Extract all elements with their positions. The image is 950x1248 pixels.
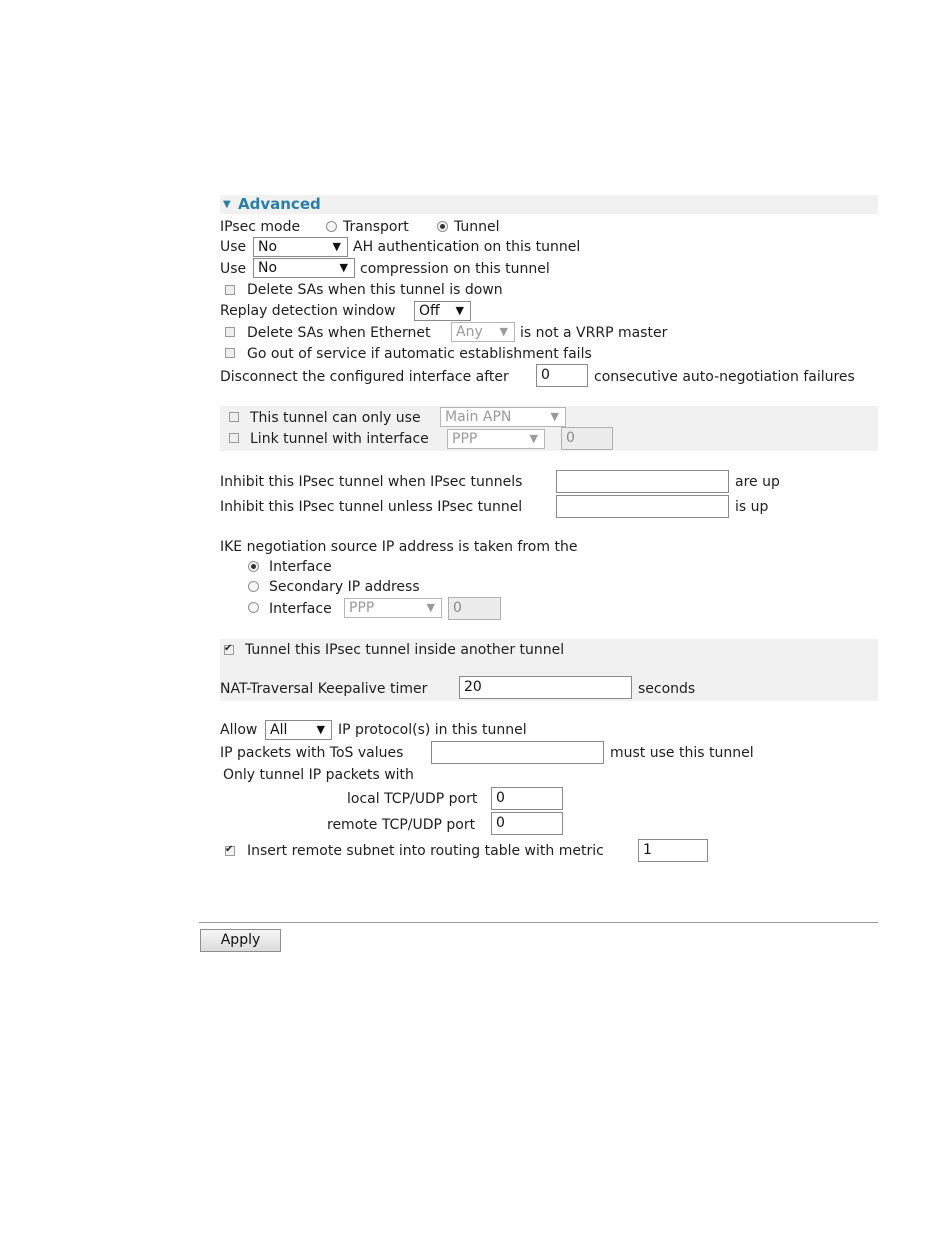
transport-label: Transport (343, 219, 409, 235)
tunnel-radio[interactable] (437, 221, 448, 232)
tunnel-inside-checkbox[interactable] (224, 645, 234, 655)
ah-auth-value: No (258, 239, 278, 255)
allow-protocol-select[interactable] (265, 720, 332, 740)
link-iface-select[interactable] (447, 429, 545, 449)
disconnect-failures-input[interactable]: 0 (536, 364, 588, 387)
apply-button[interactable]: Apply (200, 929, 281, 952)
inhibit-unless-suffix: is up (735, 499, 769, 515)
nat-t-label: NAT-Traversal Keepalive timer (220, 681, 428, 697)
inhibit-unless-prefix: Inhibit this IPsec tunnel unless IPsec tunnel (220, 499, 523, 515)
ah-auth-suffix: AH authentication on this tunnel (353, 239, 581, 255)
link-iface-number-input[interactable]: 0 (561, 427, 613, 450)
advanced-section-header[interactable] (220, 195, 878, 214)
nat-t-suffix: seconds (638, 681, 696, 697)
tunnel-label: Tunnel (454, 219, 500, 235)
ike-iface-select[interactable] (344, 598, 442, 618)
dropdown-arrow-icon: ▼ (426, 601, 435, 614)
inhibit-unless-input[interactable] (556, 495, 729, 518)
tos-suffix: must use this tunnel (610, 745, 754, 761)
out-of-service-label: Go out of service if automatic establishment fails (247, 346, 592, 362)
insert-route-label: Insert remote subnet into routing table with metric (247, 843, 604, 859)
tunnel-inside-label: Tunnel this IPsec tunnel inside another tunnel (245, 642, 565, 658)
ike-iface-value: PPP (349, 600, 375, 616)
ike-secondary-label: Secondary IP address (269, 579, 420, 595)
dropdown-arrow-icon: ▼ (316, 723, 325, 736)
ethernet-value: Any (456, 324, 483, 340)
metric-input[interactable]: 1 (638, 839, 708, 862)
ike-interface2-label: Interface (269, 601, 332, 617)
inhibit-when-prefix: Inhibit this IPsec tunnel when IPsec tunnels (220, 474, 523, 490)
compression-value: No (258, 260, 278, 276)
dropdown-arrow-icon: ▼ (550, 410, 559, 423)
link-tunnel-checkbox[interactable] (229, 433, 239, 443)
only-use-checkbox[interactable] (229, 412, 239, 422)
delete-sas-down-checkbox[interactable] (225, 285, 235, 295)
transport-radio[interactable] (326, 221, 337, 232)
delete-sas-eth-suffix: is not a VRRP master (520, 325, 668, 341)
insert-route-checkbox[interactable] (225, 846, 235, 856)
link-iface-value: PPP (452, 431, 478, 447)
ike-source-heading: IKE negotiation source IP address is taken from the (220, 539, 578, 555)
inhibit-when-suffix: are up (735, 474, 780, 490)
only-use-label: This tunnel can only use (250, 410, 421, 426)
ethernet-select[interactable] (451, 322, 515, 342)
compression-select[interactable] (253, 258, 355, 278)
disconnect-suffix: consecutive auto-negotiation failures (594, 369, 855, 385)
tos-prefix: IP packets with ToS values (220, 745, 404, 761)
out-of-service-checkbox[interactable] (225, 348, 235, 358)
ike-secondary-radio[interactable] (248, 581, 259, 592)
remote-port-label: remote TCP/UDP port (327, 817, 476, 833)
ah-use-label: Use (220, 239, 247, 255)
disconnect-prefix: Disconnect the configured interface after (220, 369, 509, 385)
dropdown-arrow-icon: ▼ (499, 325, 508, 338)
ike-interface-label: Interface (269, 559, 332, 575)
remote-port-input[interactable]: 0 (491, 812, 563, 835)
ike-interface2-radio[interactable] (248, 602, 259, 613)
local-port-label: local TCP/UDP port (347, 791, 478, 807)
dropdown-arrow-icon: ▼ (455, 304, 464, 317)
allow-suffix: IP protocol(s) in this tunnel (338, 722, 527, 738)
delete-sas-eth-prefix: Delete SAs when Ethernet (247, 325, 431, 341)
ah-auth-select[interactable] (253, 237, 348, 257)
replay-select[interactable] (414, 301, 471, 321)
compression-suffix: compression on this tunnel (360, 261, 550, 277)
dropdown-arrow-icon: ▼ (529, 432, 538, 445)
allow-prefix: Allow (220, 722, 258, 738)
link-tunnel-label: Link tunnel with interface (250, 431, 429, 447)
apn-value: Main APN (445, 409, 512, 425)
only-tunnel-heading: Only tunnel IP packets with (223, 767, 414, 783)
dropdown-arrow-icon: ▼ (339, 261, 348, 274)
compression-use-label: Use (220, 261, 247, 277)
ike-interface-radio[interactable] (248, 561, 259, 572)
ike-iface-number-input[interactable]: 0 (448, 597, 501, 620)
delete-sas-down-label: Delete SAs when this tunnel is down (247, 282, 503, 298)
advanced-title: Advanced (238, 195, 321, 213)
local-port-input[interactable]: 0 (491, 787, 563, 810)
replay-label: Replay detection window (220, 303, 396, 319)
collapse-triangle-icon[interactable]: ▼ (223, 199, 231, 210)
delete-sas-eth-checkbox[interactable] (225, 327, 235, 337)
replay-value: Off (419, 303, 440, 319)
dropdown-arrow-icon: ▼ (332, 240, 341, 253)
nat-t-input[interactable]: 20 (459, 676, 632, 699)
divider (199, 922, 878, 923)
ipsec-mode-label: IPsec mode (220, 219, 301, 235)
apn-select[interactable] (440, 407, 566, 427)
allow-protocol-value: All (270, 722, 288, 738)
inhibit-when-input[interactable] (556, 470, 729, 493)
tos-input[interactable] (431, 741, 604, 764)
